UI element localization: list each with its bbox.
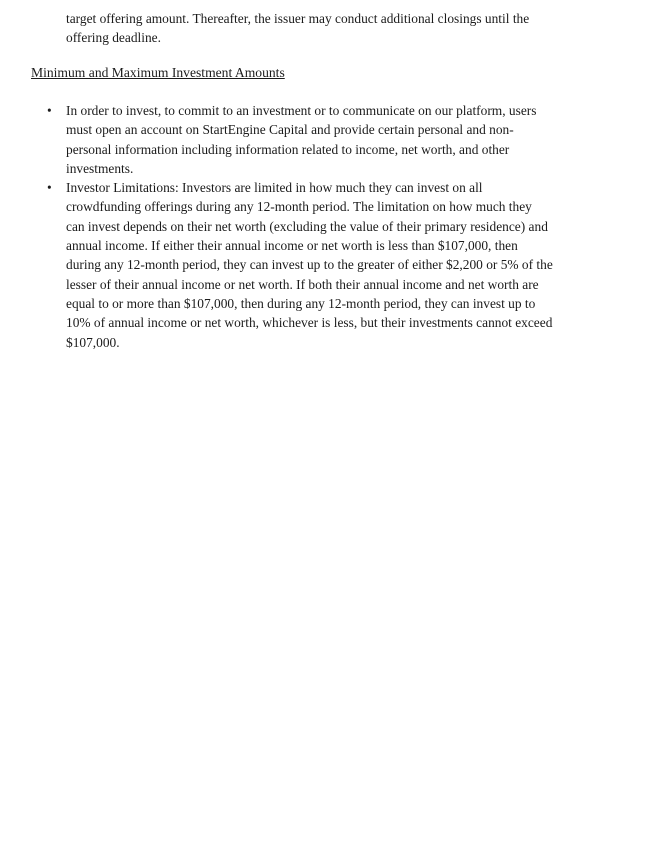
paragraph-line: target offering amount. Thereafter, the issuer may conduct additional closings until the (66, 11, 530, 26)
intro-paragraph (66, 9, 529, 48)
bullet-text (66, 101, 553, 178)
bullet-line: $107,000. (66, 334, 120, 350)
section-heading: Minimum and Maximum Investment Amounts (31, 65, 285, 80)
paragraph-line: offering deadline. (66, 30, 161, 46)
bullet-icon: • (47, 103, 52, 118)
bullet-line: personal information including information related to income, net worth, and other (66, 141, 510, 157)
bullet-line: during any 12-month period, they can invest up to the greater of either $2,200 or 5% of the (66, 257, 553, 273)
bullet-line: can invest depends on their net worth (excluding the value of their primary residence) and (66, 218, 548, 234)
bullet-icon: • (47, 180, 52, 196)
bullet-list (47, 101, 553, 352)
bullet-line: crowdfunding offerings during any 12-month period. The limitation on how much they (66, 199, 532, 215)
bullet-line: must open an account on StartEngine Capital and provide certain personal and non- (66, 122, 514, 138)
bullet-line: 10% of annual income or net worth, whichever is less, but their investments cannot exceed (66, 315, 553, 331)
bullet-line: equal to or more than $107,000, then during any 12-month period, they can invest up to (66, 295, 536, 311)
bullet-text (66, 178, 553, 352)
bullet-line: In order to invest, to commit to an investment or to communicate on our platform, users (66, 103, 537, 118)
bullet-line: annual income. If either their annual income or net worth is less than $107,000, then (66, 238, 518, 254)
bullet-item (47, 101, 553, 178)
bullet-line: Investor Limitations: Investors are limited in how much they can invest on all (66, 180, 483, 196)
bullet-item (47, 178, 553, 352)
bullet-line: lesser of their annual income or net worth. If both their annual income and net worth are (66, 276, 539, 292)
bullet-line: investments. (66, 160, 134, 176)
